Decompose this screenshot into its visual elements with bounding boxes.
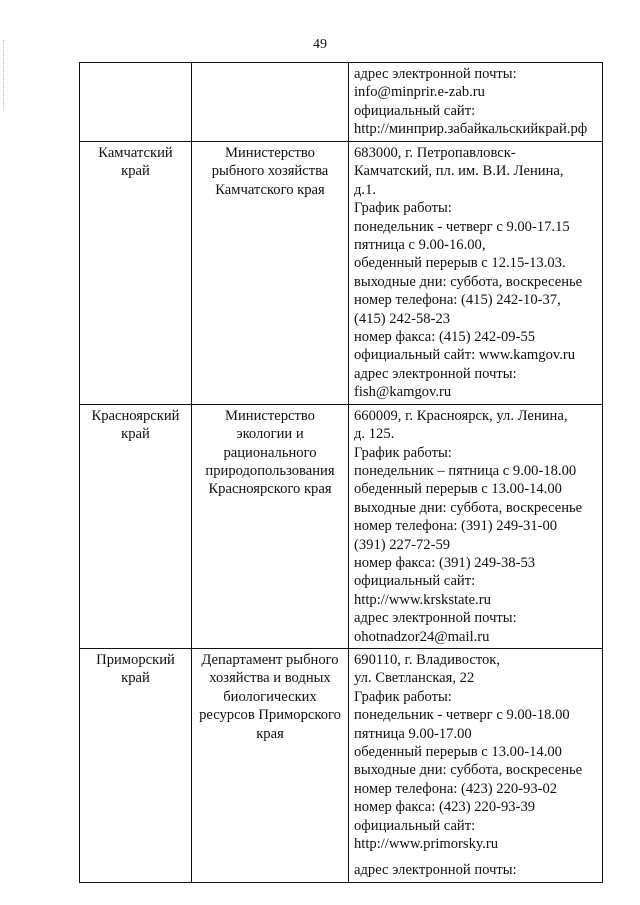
- contact-phone: номер телефона: (415) 242-10-37,: [354, 292, 561, 309]
- regions-table: [79, 62, 603, 883]
- contact-line: пятница 9.00-17.00: [354, 725, 472, 742]
- contact-website: официальный сайт: www.kamgov.ru: [354, 347, 576, 364]
- contact-fax: номер факса: (423) 220-93-39: [354, 799, 536, 816]
- contact-line: выходные дни: суббота, воскресенье: [354, 273, 583, 290]
- contact-website: http://www.primorsky.ru: [354, 836, 499, 853]
- contact-line: понедельник – пятница с 9.00-18.00: [354, 462, 577, 479]
- region-name-line: Приморский: [96, 651, 175, 668]
- contact-line: адрес электронной почты:: [354, 862, 517, 879]
- table-row: [80, 142, 603, 405]
- region-cell: [80, 404, 192, 648]
- organization-cell: [192, 404, 349, 648]
- table-row: [80, 63, 603, 142]
- contact-line: График работы:: [354, 688, 452, 705]
- region-name-line: край: [121, 670, 150, 687]
- organization-cell: [192, 142, 349, 405]
- contact-line: адрес электронной почты:: [354, 610, 517, 627]
- contact-line: понедельник - четверг с 9.00-18.00: [354, 707, 570, 724]
- region-name-line: край: [121, 426, 150, 443]
- contact-line: выходные дни: суббота, воскресенье: [354, 499, 583, 516]
- contact-line: обеденный перерыв с 12.15-13.03.: [354, 255, 566, 272]
- contacts-cell: [349, 648, 603, 882]
- contact-line: 683000, г. Петропавловск-: [354, 145, 516, 161]
- table-row: [80, 648, 603, 882]
- organization-line: ресурсов Приморского: [199, 707, 341, 724]
- organization-line: рационального: [223, 444, 317, 461]
- contact-line: 660009, г. Красноярск, ул. Ленина,: [354, 407, 568, 424]
- contact-line: д.1.: [354, 181, 377, 198]
- organization-line: края: [256, 725, 284, 742]
- contact-line: График работы:: [354, 444, 452, 461]
- contact-email: fish@kamgov.ru: [354, 384, 452, 401]
- line-gap: [354, 853, 599, 861]
- contact-line: пятница с 9.00-16.00,: [354, 237, 486, 254]
- organization-line: биологических: [223, 688, 317, 705]
- organization-line: Камчатского края: [215, 181, 325, 198]
- organization-line: экологии и: [236, 426, 304, 443]
- contacts-cell: [349, 63, 603, 142]
- region-name-line: край: [121, 163, 150, 180]
- region-cell: [80, 142, 192, 405]
- organization-cell: [192, 648, 349, 882]
- contact-line: адрес электронной почты:: [354, 66, 517, 82]
- contact-line: адрес электронной почты:: [354, 365, 517, 382]
- contact-line: График работы:: [354, 200, 452, 217]
- contact-line: обеденный перерыв с 13.00-14.00: [354, 481, 562, 498]
- contact-fax: номер факса: (415) 242-09-55: [354, 329, 536, 346]
- contact-line: официальный сайт:: [354, 817, 476, 834]
- organization-line: Министерство: [225, 145, 315, 161]
- contact-line: д. 125.: [354, 426, 395, 443]
- contact-phone: (391) 227-72-59: [354, 536, 451, 553]
- contact-line: 690110, г. Владивосток,: [354, 651, 501, 668]
- region-name-line: Красноярский: [91, 407, 180, 424]
- region-name-line: Камчатский: [98, 145, 173, 161]
- organization-line: хозяйства и водных: [209, 670, 331, 687]
- contact-line: официальный сайт:: [354, 102, 476, 119]
- contact-line: обеденный перерыв с 13.00-14.00: [354, 744, 562, 760]
- contact-fax: номер факса: (391) 249-38-53: [354, 554, 536, 571]
- organization-line: Департамент рыбного: [201, 651, 339, 668]
- page-number: 49: [313, 37, 327, 52]
- contact-phone: номер телефона: (423) 220-93-02: [354, 780, 558, 797]
- contact-website: http://минприр.забайкальскийкрай.рф: [354, 121, 588, 138]
- organization-line: природопользования: [205, 462, 335, 479]
- contact-line: выходные дни: суббота, воскресенье: [354, 762, 583, 779]
- contact-line: понедельник - четверг с 9.00-17.15: [354, 218, 570, 235]
- contacts-cell: [349, 142, 603, 405]
- organization-cell: [192, 63, 349, 142]
- table-row: [80, 404, 603, 648]
- contact-email: info@minprir.e-zab.ru: [354, 84, 485, 101]
- region-cell: [80, 63, 192, 142]
- organization-line: Красноярского края: [208, 481, 332, 498]
- contact-phone: номер телефона: (391) 249-31-00: [354, 518, 558, 535]
- contact-line: ул. Светланская, 22: [354, 670, 475, 687]
- contact-line: официальный сайт:: [354, 573, 476, 590]
- contact-line: Камчатский, пл. им. В.И. Ленина,: [354, 163, 564, 180]
- organization-line: рыбного хозяйства: [211, 163, 329, 180]
- contact-phone: (415) 242-58-23: [354, 310, 451, 327]
- contact-email: ohotnadzor24@mail.ru: [354, 628, 490, 645]
- contacts-cell: [349, 404, 603, 648]
- organization-line: Министерство: [225, 407, 315, 424]
- region-cell: [80, 648, 192, 882]
- contact-website: http://www.krskstate.ru: [354, 591, 491, 608]
